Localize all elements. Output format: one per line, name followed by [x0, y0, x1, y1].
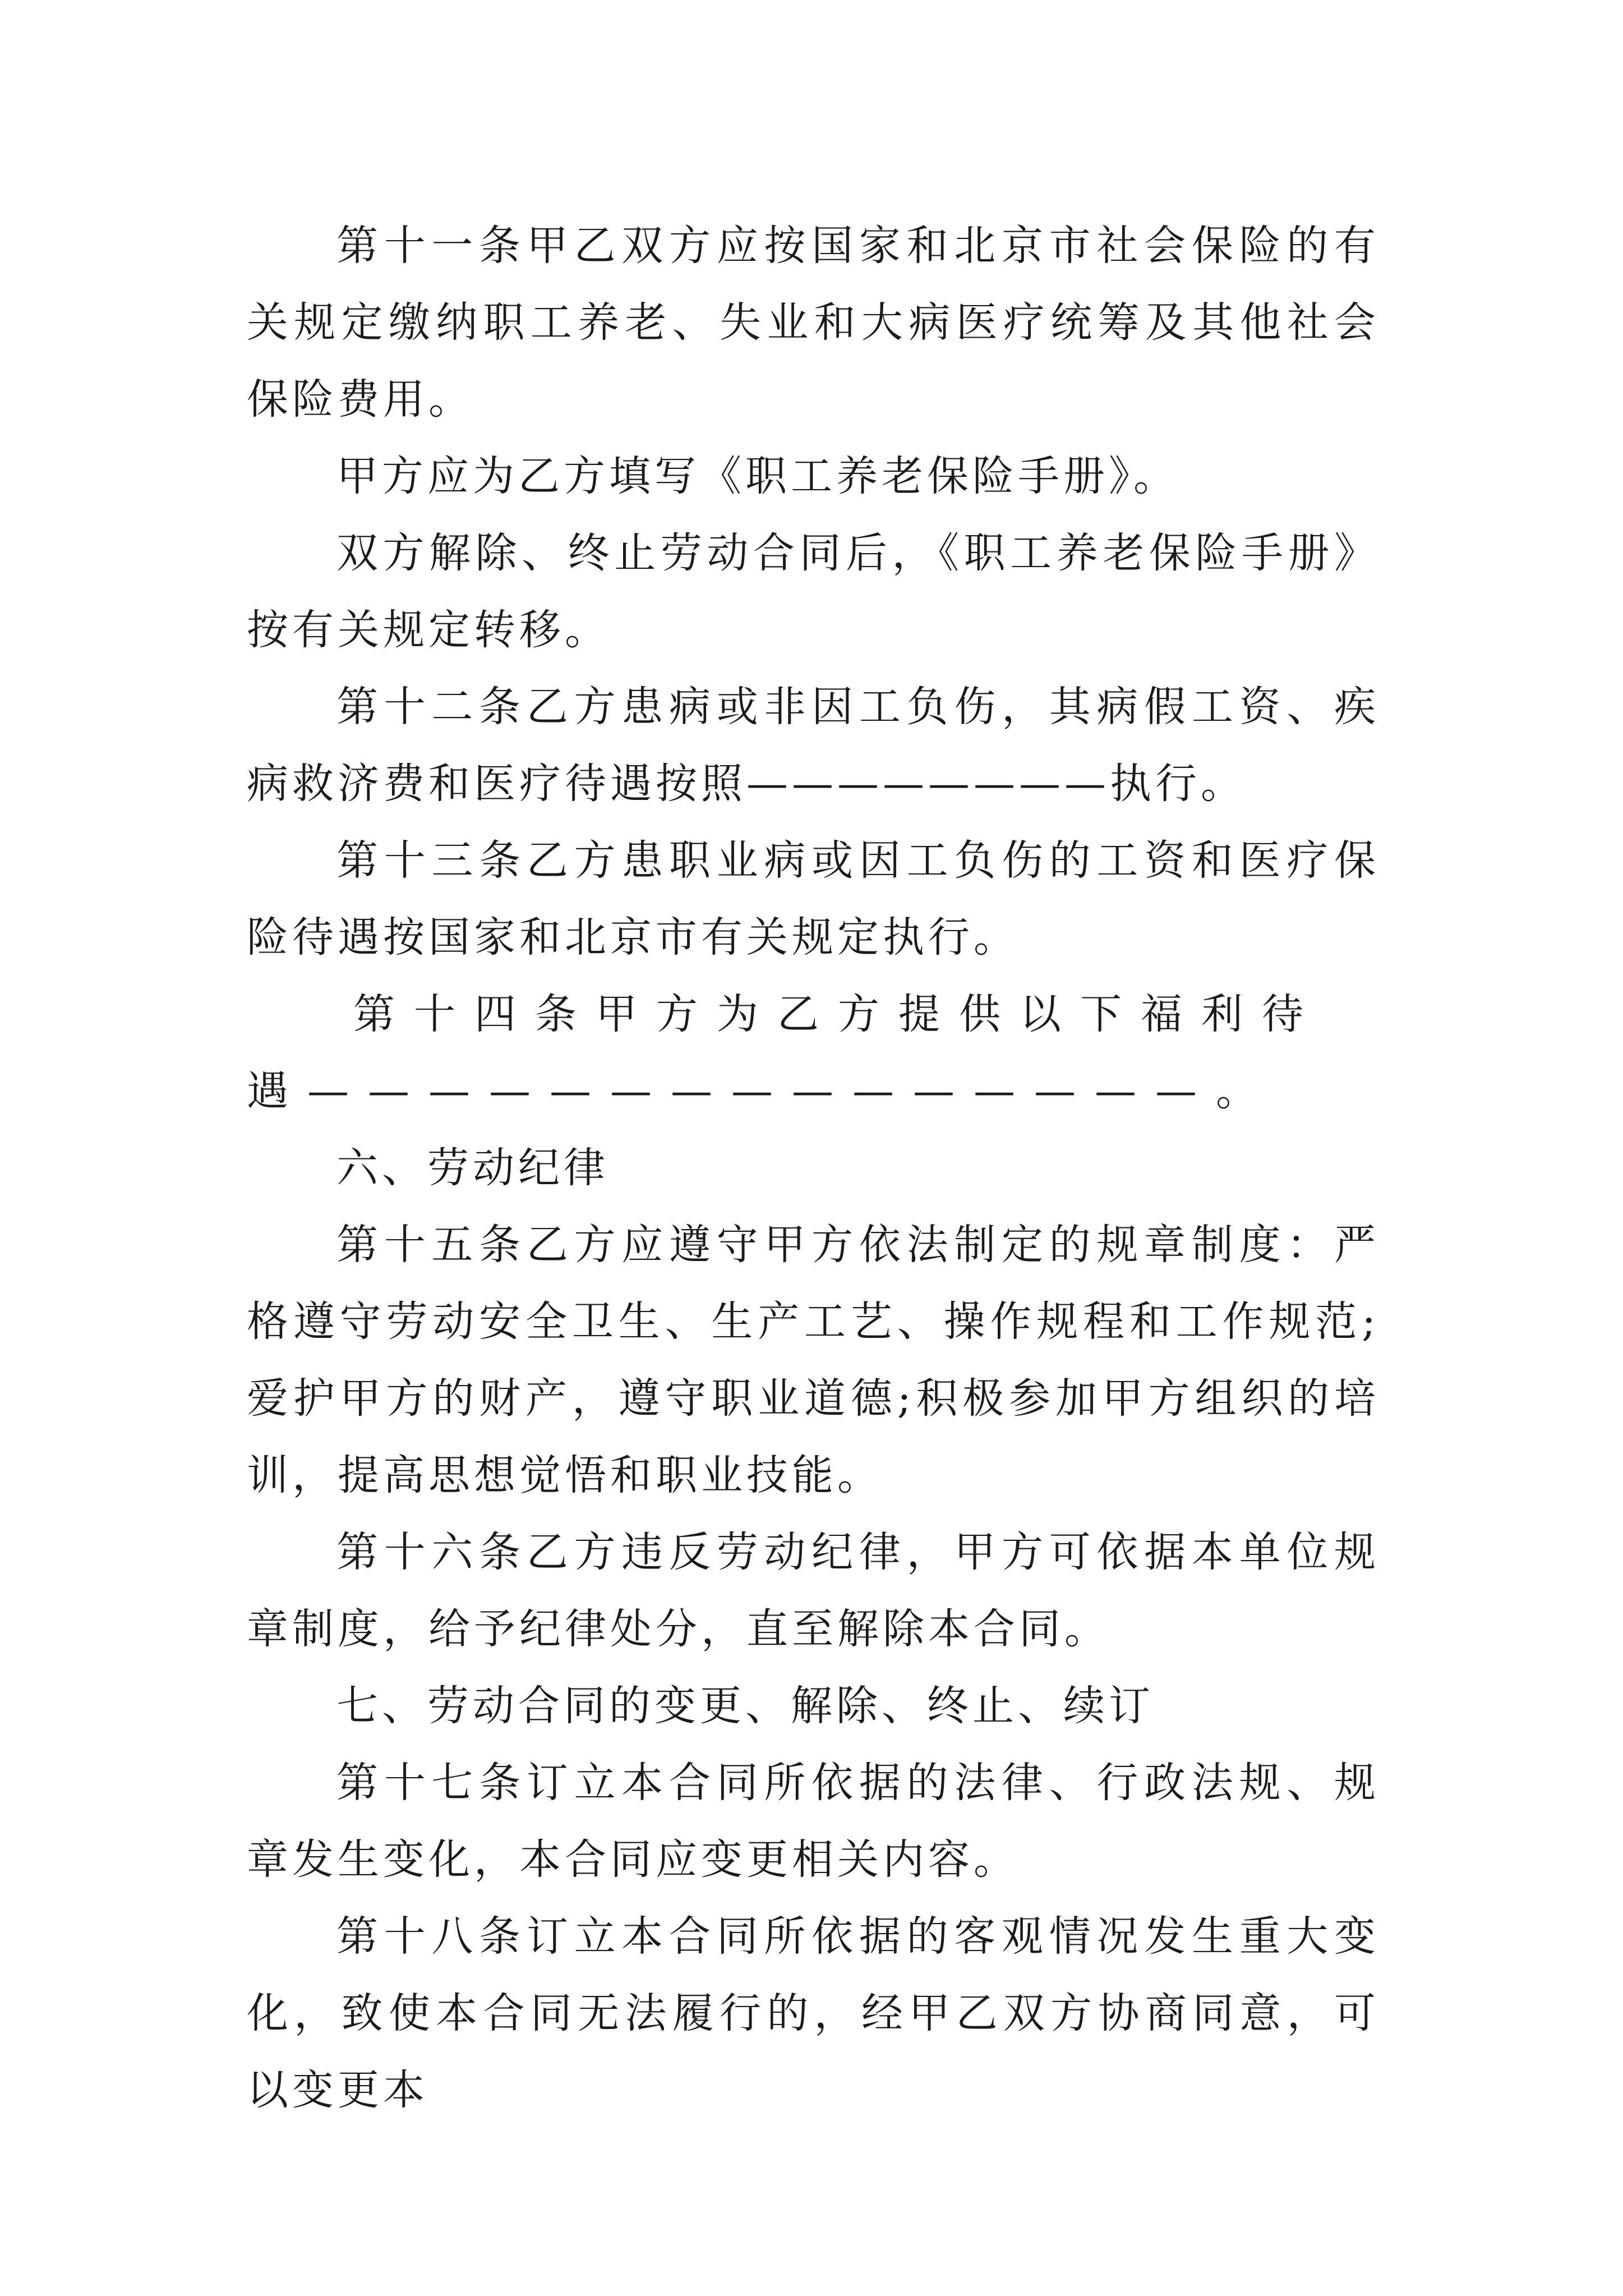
- paragraph-handbook-transfer: 双方解除、终止劳动合同后，《职工养老保险手册》按有关规定转移。: [247, 529, 1380, 654]
- paragraph-article-18: 第十八条订立本合同所依据的客观情况发生重大变化，致使本合同无法履行的，经甲乙双方协商同意，可以变更本: [247, 1912, 1380, 2114]
- paragraph-article-13: 第十三条乙方患职业病或因工负伤的工资和医疗保险待遇按国家和北京市有关规定执行。: [247, 836, 1380, 961]
- paragraph-article-15: 第十五条乙方应遵守甲方依法制定的规章制度：严格遵守劳动安全卫生、生产工艺、操作规程和工作规范;爱护甲方的财产，遵守职业道德;积极参加甲方组织的培训，提高思想觉悟和职业技能。: [247, 1221, 1380, 1499]
- paragraph-article-14: 第十四条甲方为乙方提供以下福利待遇———————————————。: [247, 990, 1322, 1115]
- paragraph-article-17: 第十七条订立本合同所依据的法律、行政法规、规章发生变化，本合同应变更相关内容。: [247, 1759, 1380, 1884]
- paragraph-article-12: 第十二条乙方患病或非因工负伤，其病假工资、疾病救济费和医疗待遇按照————————执行。: [247, 683, 1380, 808]
- paragraph-pension-handbook: 甲方应为乙方填写《职工养老保险手册》。: [336, 452, 1179, 500]
- section-heading-labor-discipline: 六、劳动纪律: [336, 1144, 609, 1192]
- document-body: [247, 208, 1380, 2129]
- paragraph-article-16: 第十六条乙方违反劳动纪律，甲方可依据本单位规章制度，给予纪律处分，直至解除本合同。: [247, 1528, 1380, 1653]
- paragraph-article-11: 第十一条甲乙双方应按国家和北京市社会保险的有关规定缴纳职工养老、失业和大病医疗统筹及其他社会保险费用。: [247, 222, 1380, 424]
- section-heading-contract-changes: 七、劳动合同的变更、解除、终止、续订: [336, 1682, 1154, 1730]
